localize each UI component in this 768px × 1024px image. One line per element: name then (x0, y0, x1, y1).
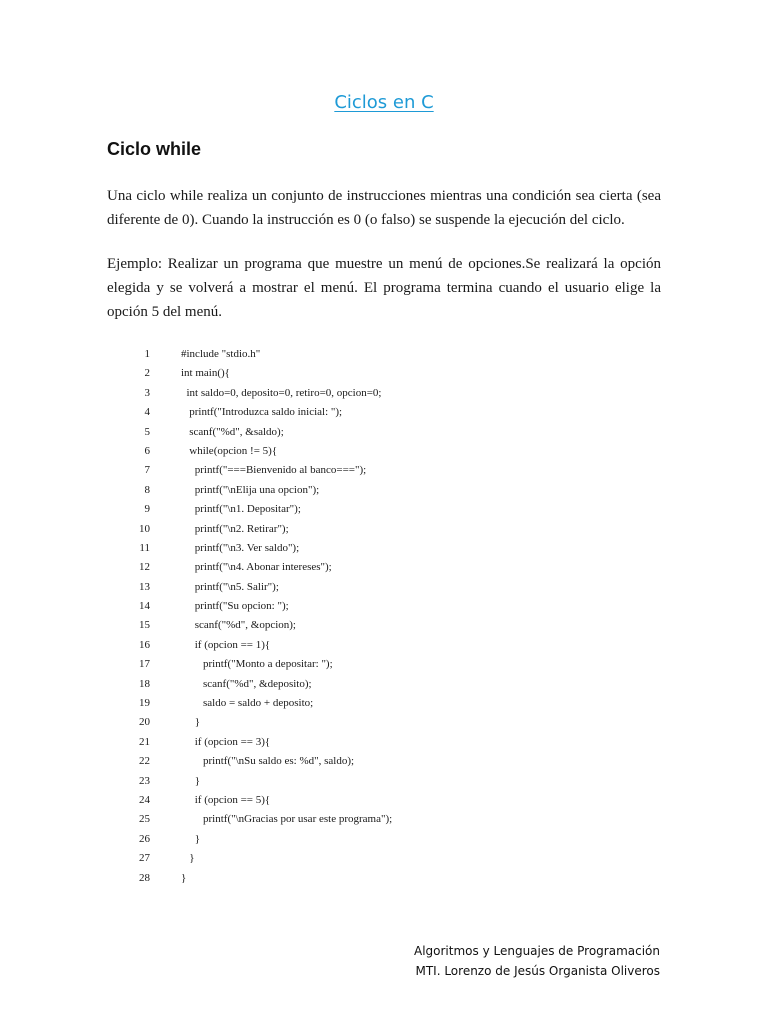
line-number: 3 (144, 386, 150, 399)
code-text: } (181, 832, 201, 845)
code-line (130, 597, 289, 616)
code-text: int main(){ (181, 367, 230, 380)
code-text: scanf("%d", &deposito); (181, 677, 312, 690)
page-footer (414, 941, 660, 981)
line-number: 14 (139, 600, 150, 613)
code-line (130, 810, 393, 829)
code-text: printf("\n3. Ver saldo"); (181, 541, 300, 554)
code-line (130, 423, 284, 442)
code-line (130, 791, 271, 810)
line-number: 9 (144, 503, 150, 516)
code-text: } (181, 871, 187, 884)
line-number: 11 (139, 541, 150, 554)
code-text: printf("\n2. Retirar"); (181, 522, 289, 535)
code-line (130, 558, 332, 577)
code-line (130, 830, 201, 849)
code-line (130, 636, 271, 655)
line-number: 2 (144, 367, 150, 380)
line-number: 20 (139, 716, 150, 729)
code-line (130, 869, 187, 888)
line-number: 22 (139, 755, 150, 768)
line-number: 17 (139, 658, 150, 671)
line-number: 1 (144, 348, 150, 360)
code-line (130, 442, 278, 461)
code-line (130, 520, 289, 539)
code-text: printf("Su opcion: "); (181, 600, 289, 613)
code-text: printf("\nElija una opcion"); (181, 483, 320, 496)
line-number: 26 (139, 832, 150, 845)
code-line (130, 461, 367, 480)
code-line (130, 345, 261, 364)
line-number: 13 (139, 580, 150, 593)
code-line (130, 733, 271, 752)
code-text: if (opcion == 3){ (181, 735, 271, 748)
description-paragraph: Una ciclo while realiza un conjunto de instrucciones mientras una condición sea cierta (sea diferente de 0). Cuando la instrucción es 0 (o falso) se suspende la ejecución del ciclo. (107, 188, 661, 228)
code-text: printf("\n1. Depositar"); (181, 503, 301, 516)
line-number: 16 (139, 638, 150, 651)
code-text: if (opcion == 1){ (181, 638, 271, 651)
document-title (0, 92, 768, 113)
code-text: printf("\n4. Abonar intereses"); (181, 561, 332, 574)
code-line (130, 694, 314, 713)
line-number: 19 (139, 697, 150, 710)
code-text: } (181, 852, 195, 865)
code-text: printf("===Bienvenido al banco==="); (181, 464, 367, 477)
code-line (130, 364, 230, 383)
code-text: } (181, 774, 201, 787)
code-text: scanf("%d", &opcion); (181, 619, 296, 632)
line-number: 12 (139, 561, 150, 574)
code-text: } (181, 716, 201, 729)
line-number: 25 (139, 813, 150, 826)
code-text: scanf("%d", &saldo); (181, 425, 284, 438)
line-number: 5 (144, 425, 150, 438)
code-text: #include "stdio.h" (181, 348, 261, 360)
code-line (130, 849, 195, 868)
section-heading: Ciclo while (107, 139, 202, 159)
code-line (130, 655, 333, 674)
code-listing (130, 345, 393, 888)
line-number: 8 (144, 483, 150, 496)
footer-course: Algoritmos y Lenguajes de Programación (414, 944, 660, 958)
code-text: while(opcion != 5){ (181, 444, 278, 457)
code-line (130, 481, 320, 500)
line-number: 21 (139, 735, 150, 748)
line-number: 7 (144, 464, 150, 477)
code-text: printf("\nGracias por usar este programa"); (181, 813, 393, 826)
code-line (130, 403, 343, 422)
line-number: 24 (139, 793, 150, 806)
code-line (130, 713, 201, 732)
line-number: 18 (139, 677, 150, 690)
footer-author: MTI. Lorenzo de Jesús Organista Oliveros (415, 964, 660, 978)
line-number: 6 (144, 444, 150, 457)
code-line (130, 500, 301, 519)
code-text: printf("\nSu saldo es: %d", saldo); (181, 755, 355, 768)
code-text: printf("Introduzca saldo inicial: "); (181, 406, 343, 419)
line-number: 23 (139, 774, 150, 787)
code-text: printf("\n5. Salir"); (181, 580, 279, 593)
line-number: 27 (139, 852, 150, 865)
code-line (130, 384, 382, 403)
code-text: saldo = saldo + deposito; (181, 697, 314, 710)
code-line (130, 675, 312, 694)
line-number: 28 (139, 871, 150, 884)
code-line (130, 616, 296, 635)
code-line (130, 578, 279, 597)
line-number: 15 (139, 619, 150, 632)
document-title-text: Ciclos en C (334, 92, 434, 113)
line-number: 10 (139, 522, 150, 535)
code-line (130, 752, 355, 771)
example-paragraph: Ejemplo: Realizar un programa que muestre un menú de opciones.Se realizará la opción elegida y se volverá a mostrar el menú. El programa termina cuando el usuario elige la opción 5 del menú. (107, 256, 661, 320)
code-text: printf("Monto a depositar: "); (181, 658, 333, 671)
code-line (130, 539, 300, 558)
line-number: 4 (144, 406, 150, 419)
code-line (130, 772, 201, 791)
code-text: if (opcion == 5){ (181, 793, 271, 806)
code-text: int saldo=0, deposito=0, retiro=0, opcion=0; (181, 386, 382, 399)
